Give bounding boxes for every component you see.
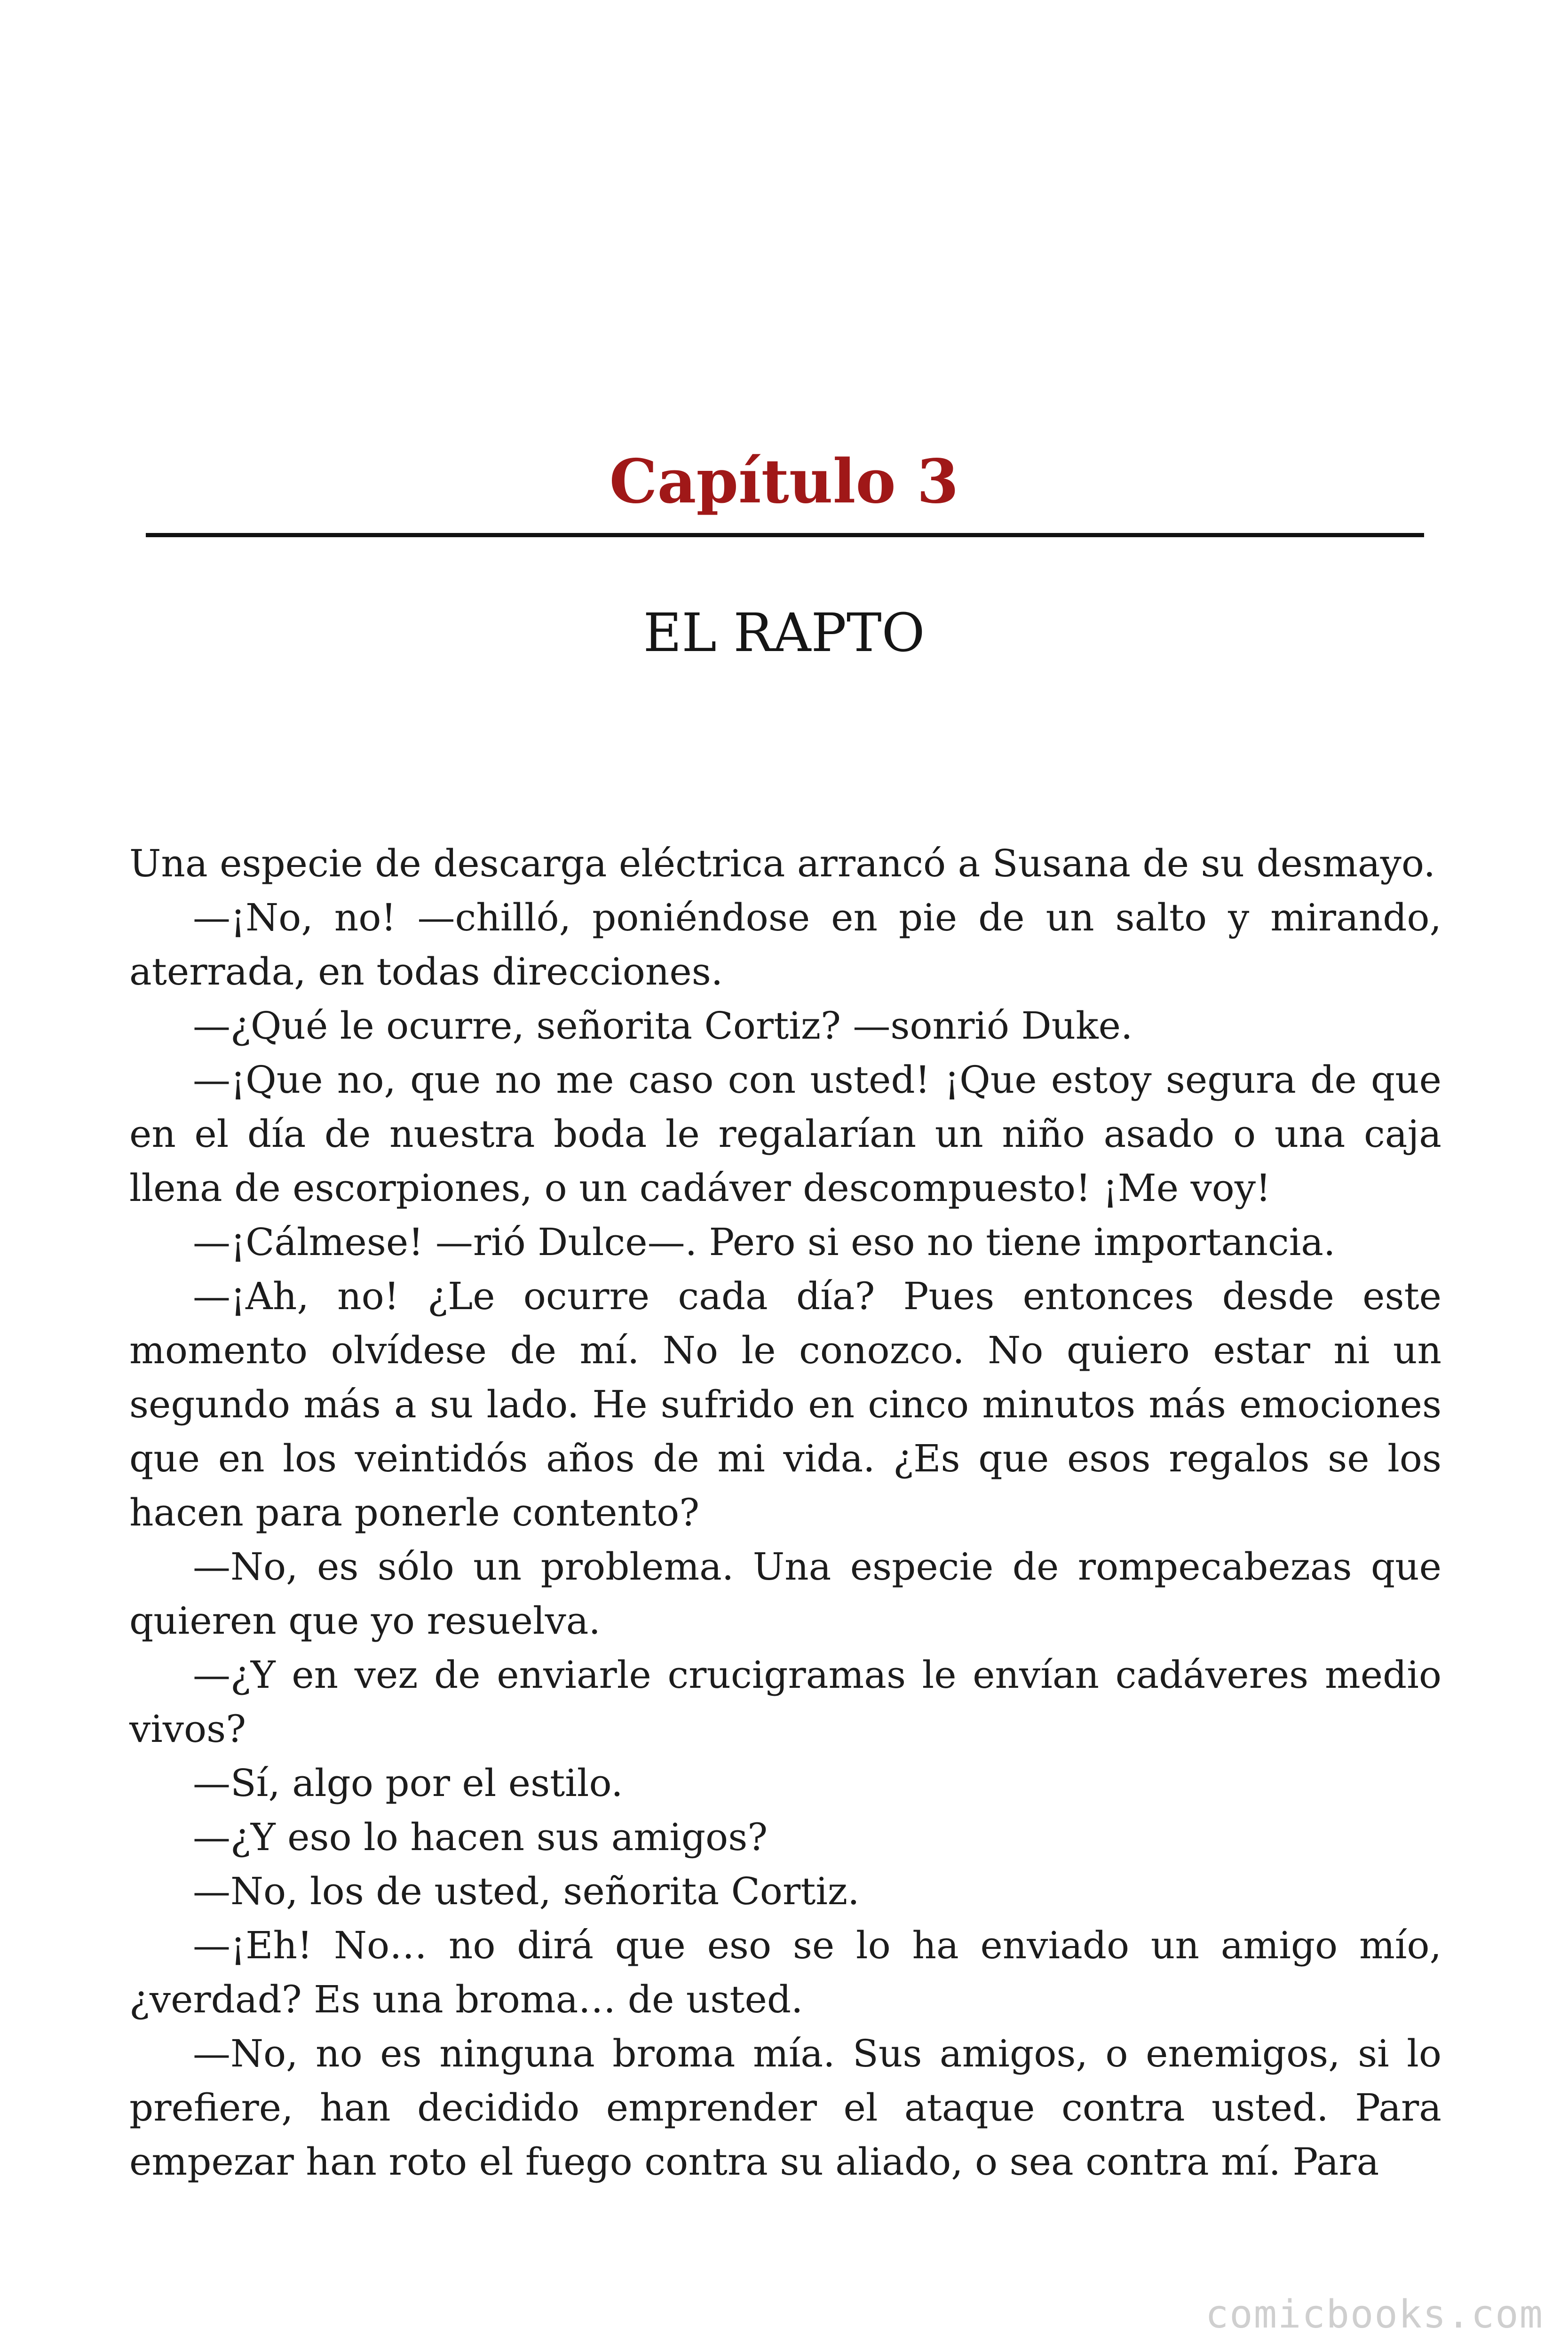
watermark: comicbooks.com — [1205, 2292, 1544, 2337]
paragraph: —No, no es ninguna broma mía. Sus amigos, o enemigos, si lo prefiere, han decidido emprender el ataque contra usted. Para empezar han roto el fuego contra su aliado, o sea contra mí. Para — [129, 2032, 1441, 2184]
paragraph: Una especie de descarga eléctrica arrancó a Susana de su desmayo. — [129, 842, 1436, 885]
paragraph: —¡Eh! No… no dirá que eso se lo ha enviado un amigo mío, ¿verdad? Es una broma… de usted. — [129, 1923, 1441, 2021]
paragraph: —¡Que no, que no me caso con usted! ¡Que estoy segura de que en el día de nuestra boda le regalarían un niño asado o una caja llena de escorpiones, o un cadáver descompuesto! ¡Me voy! — [129, 1058, 1441, 1210]
paragraph: —¡Ah, no! ¿Le ocurre cada día? Pues entonces desde este momento olvídese de mí. No le conozco. No quiero estar ni un segundo más a su lado. He sufrido en cinco minutos más emociones que en los veintidós años de mi vida. ¿Es que esos regalos se los hacen para ponerle contento? — [129, 1274, 1441, 1534]
chapter-divider — [146, 533, 1424, 537]
chapter-subtitle: EL RAPTO — [643, 603, 925, 664]
paragraph: —¿Qué le ocurre, señorita Cortiz? —sonrió Duke. — [193, 1004, 1133, 1048]
paragraph: —Sí, algo por el estilo. — [193, 1761, 623, 1805]
body-text — [129, 836, 1441, 2189]
paragraph: —No, los de usted, señorita Cortiz. — [193, 1869, 860, 1913]
paragraph: —¿Y eso lo hacen sus amigos? — [193, 1815, 768, 1859]
paragraph: —No, es sólo un problema. Una especie de rompecabezas que quieren que yo resuelva. — [129, 1545, 1441, 1643]
paragraph: —¡Cálmese! —rió Dulce—. Pero si eso no tiene importancia. — [193, 1220, 1336, 1264]
chapter-heading: Capítulo 3 — [609, 446, 959, 517]
paragraph: —¡No, no! —chilló, poniéndose en pie de un salto y mirando, aterrada, en todas direcciones. — [129, 896, 1441, 993]
paragraph: —¿Y en vez de enviarle crucigramas le envían cadáveres medio vivos? — [129, 1653, 1441, 1751]
